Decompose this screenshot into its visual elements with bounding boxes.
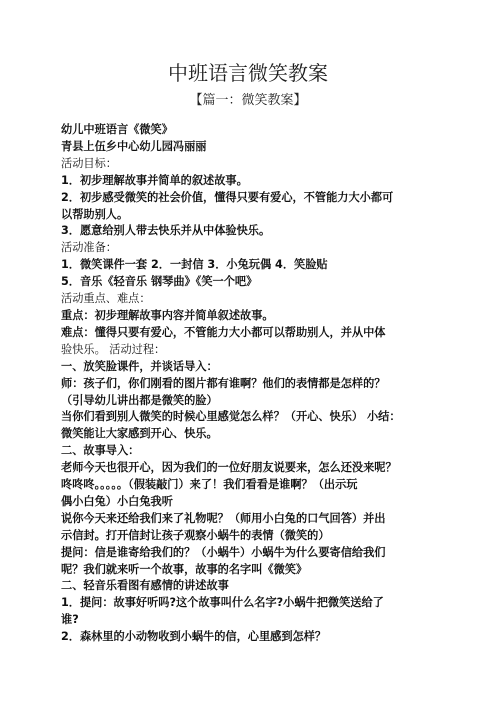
text-line: 提问：信是谁寄给我们的？（小蜗牛）小蜗牛为什么要寄信给我们 [61,545,386,559]
text-line: 验快乐。 活动过程： [61,342,166,356]
text-line: 说你今天来还给我们来了礼物呢？（师用小白兔的口气回答）并出 [61,511,386,525]
text-line: 谁? [61,613,79,627]
text-line: 老师今天也很开心，因为我们的一位好朋友说要来，怎么还没来呢？ [61,461,397,475]
text-line: 微笑能让大家感到开心、快乐。 [61,427,218,441]
document-body [61,122,447,646]
text-line: 活动准备： [61,241,117,255]
text-line: 活动目标： [61,156,117,170]
text-line: 二、轻音乐看图有感情的讲述故事 [61,579,229,593]
text-line: 2．森林里的小动物收到小蜗牛的信，心里感到怎样？ [61,630,327,644]
document-subtitle: 【篇一：微笑教案】 [189,93,307,108]
text-line: 青县上伍乡中心幼儿园冯丽丽 [61,139,207,153]
text-line: 偶小白兔）小白兔我听 [61,494,173,508]
text-line: 1．提问：故事好听吗?这个故事叫什么名字?小蜗牛把微笑送给了 [61,596,384,610]
text-line: 呢？我们就来听一个故事，故事的名字叫《微笑》 [61,562,308,576]
text-line: 以帮助别人。 [61,207,129,221]
text-line: 当你们看到别人微笑的时候心里感觉怎么样？（开心、快乐） 小结： [61,410,401,424]
text-line: 二、故事导入： [61,444,140,458]
text-line: 师：孩子们，你们刚看的图片都有谁啊？他们的表情都是怎样的？ [61,376,386,390]
text-line: 活动重点、难点： [61,292,151,306]
text-line: （引导幼儿讲出都是微笑的脸） [61,393,218,407]
text-line: 示信封。打开信封让孩子观察小蜗牛的表情（微笑的） [61,528,330,542]
text-line: 难点：懂得只要有爱心，不管能力大小都可以帮助别人，并从中体 [61,325,386,339]
text-line: 1．初步理解故事并简单的叙述故事。 [61,173,248,187]
text-line: 2．初步感受微笑的社会价值，懂得只要有爱心，不管能力大小都可 [61,190,394,204]
document-title: 中班语言微笑教案 [168,61,328,85]
text-line: 3．愿意给别人带去快乐并从中体验快乐。 [61,224,271,238]
text-line: 一、放笑脸课件，并谈话导入： [61,359,218,373]
text-line: 咚咚咚。。。。。（假装敲门）来了！我们看看是谁啊？（出示玩 [61,478,358,492]
text-line: 5．音乐《轻音乐 钢琴曲》《笑一个吧》 [61,275,258,289]
text-line: 幼儿中班语言《微笑》 [61,123,173,136]
text-line: 重点：初步理解故事内容并简单叙述故事。 [61,308,274,322]
text-line: 1．微笑课件一套 2．一封信 3．小兔玩偶 4．笑脸贴 [61,258,328,272]
